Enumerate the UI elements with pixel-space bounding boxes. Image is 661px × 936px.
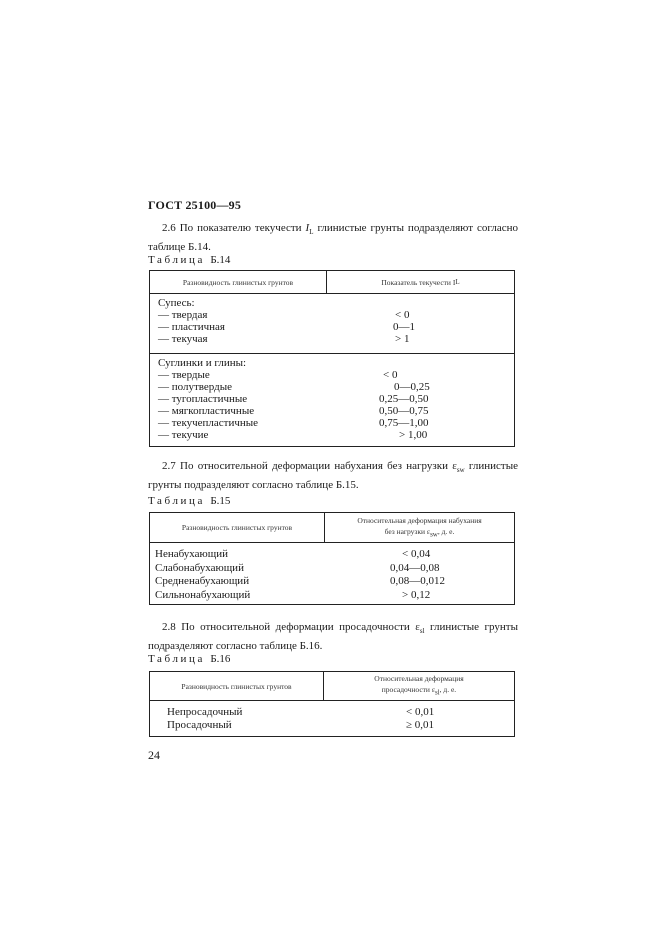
table-b16: [149, 671, 515, 737]
row-value: < 0,04: [402, 548, 431, 560]
column-header-variety: Разновидность глинистых грунтов: [150, 513, 325, 542]
table-header: [150, 271, 514, 294]
caption-number: Б.15: [210, 495, 231, 507]
paragraph-2-7: [148, 459, 518, 492]
table-row: [150, 589, 514, 603]
row-value: < 0,01: [406, 706, 435, 718]
row-name: — твердые: [158, 369, 210, 381]
row-value: 0,25—0,50: [379, 393, 429, 405]
row-value: ≥ 0,01: [406, 718, 435, 731]
symbol-subscript: L: [309, 228, 314, 237]
group-sandy-loam: [150, 294, 514, 353]
page-number: 24: [148, 748, 160, 762]
paragraph-2-8: [148, 620, 518, 653]
table-row: [150, 381, 514, 393]
caption-number: Б.14: [210, 254, 231, 266]
column-header-variety: Разновидность глинистых грунтов: [150, 271, 327, 293]
document-header: ГОСТ 25100—95: [148, 198, 242, 212]
table-row: [150, 333, 514, 345]
column-header-text: Показатель текучести I: [381, 277, 456, 287]
table-caption-b14: [148, 254, 230, 266]
paragraph-text: 2.6 По показателю текучести: [162, 222, 306, 234]
row-name: — твердая: [158, 309, 208, 321]
row-value: > 1: [395, 333, 410, 345]
caption-word: Таблица: [148, 495, 205, 507]
table-b14: [149, 270, 515, 447]
caption-word: Таблица: [148, 653, 205, 665]
symbol-subscript: sl: [419, 627, 425, 636]
table-row: [150, 719, 514, 732]
column-header-tail: , д. е.: [437, 526, 455, 536]
column-header-line: Относительная деформация: [374, 674, 464, 684]
table-row: [150, 309, 514, 321]
symbol: I: [305, 222, 310, 234]
table-row: [150, 562, 514, 576]
row-name: Непросадочный: [167, 706, 243, 718]
column-header-index: [327, 271, 514, 293]
column-header-variety: Разновидность глинистых грунтов: [150, 672, 324, 700]
row-value: 0,04—0,08: [390, 561, 440, 574]
column-header-deformation: [325, 513, 514, 542]
row-name: Ненабухающий: [155, 548, 228, 560]
paragraph-2-6: [148, 221, 518, 254]
row-value: < 0: [395, 309, 410, 321]
column-header-tail: , д. е.: [439, 685, 457, 695]
table-row: [150, 575, 514, 589]
table-b15: [149, 512, 515, 605]
table-header: [150, 672, 514, 701]
column-header-line: без нагрузки ε: [384, 526, 431, 536]
row-name: Просадочный: [167, 718, 232, 731]
row-value: 0—1: [393, 321, 415, 333]
caption-word: Таблица: [148, 254, 205, 266]
group-loams-clays: [150, 353, 514, 441]
row-name: — полутвердые: [158, 381, 233, 393]
row-name: — текучие: [158, 429, 209, 441]
column-header-line: просадочности ε: [381, 685, 435, 695]
row-name: Средненабухающий: [155, 575, 250, 587]
column-header-subscript: sl: [434, 688, 440, 697]
table-row: [150, 706, 514, 719]
row-value: > 0,12: [402, 588, 431, 601]
row-name: — текучепластичные: [158, 417, 259, 429]
row-value: 0,50—0,75: [379, 405, 429, 417]
column-header-subscript: L: [455, 277, 460, 286]
row-value: < 0: [383, 369, 398, 381]
table-caption-b15: [148, 495, 230, 507]
column-header-line: Относительная деформация набухания: [357, 515, 482, 525]
table-row: [150, 548, 514, 562]
group-title: Суглинки и глины:: [158, 357, 247, 369]
paragraph-text: 2.7 По относительной деформации набухания без нагрузки ε: [162, 460, 457, 472]
table-header: [150, 513, 514, 543]
table-row: [150, 417, 514, 429]
column-header-subscript: sw: [430, 530, 438, 539]
row-name: — тугопластичные: [158, 393, 248, 405]
table-row: [150, 393, 514, 405]
group-title: Супесь:: [158, 297, 195, 309]
paragraph-text: 2.8 По относительной деформации просадочности ε: [162, 621, 420, 633]
column-header-deformation: [324, 672, 514, 700]
row-value: 0,75—1,00: [379, 417, 429, 429]
paragraph-text: глинистые грунты подразделяют согласно таблице Б.14.: [148, 222, 518, 253]
table-body: [150, 543, 514, 602]
symbol-subscript: sw: [456, 466, 465, 475]
row-name: — пластичная: [158, 321, 225, 333]
paragraph-text: глинистые грунты подразделяют согласно таблице Б.15.: [148, 460, 518, 491]
caption-number: Б.16: [210, 653, 231, 665]
table-body: [150, 701, 514, 731]
table-row: [150, 429, 514, 441]
row-name: — текучая: [158, 333, 208, 345]
paragraph-text: глинистые грунты подразделяют согласно таблице Б.16.: [148, 621, 518, 652]
table-row: [150, 321, 514, 333]
table-row: [150, 405, 514, 417]
row-value: > 1,00: [399, 429, 428, 441]
row-value: 0—0,25: [394, 381, 430, 393]
row-name: Сильнонабухающий: [155, 588, 251, 601]
row-name: — мягкопластичные: [158, 405, 255, 417]
row-value: 0,08—0,012: [390, 575, 445, 587]
table-caption-b16: [148, 653, 230, 665]
row-name: Слабонабухающий: [155, 561, 244, 574]
table-row: [150, 369, 514, 381]
